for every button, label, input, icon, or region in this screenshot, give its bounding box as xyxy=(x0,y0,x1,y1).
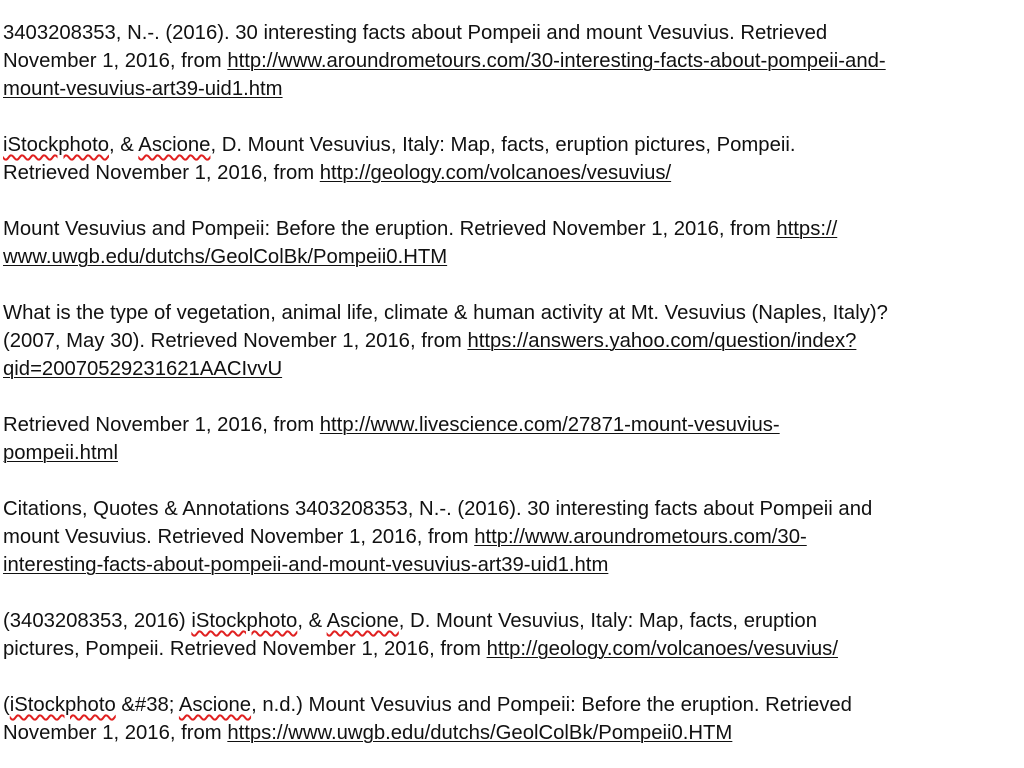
misspelled-word[interactable]: Ascione xyxy=(326,610,399,632)
citation-paragraph xyxy=(3,131,1024,187)
citation-text: What is the type of vegetation, animal life, climate & human activity at Mt. Vesuvius (Naples, Italy)? xyxy=(3,302,888,324)
citation-link[interactable]: mount-vesuvius-art39-uid1.htm xyxy=(3,78,283,100)
citation-text: ( xyxy=(3,694,10,716)
citation-line xyxy=(3,19,1024,47)
citation-paragraph xyxy=(3,299,1024,383)
citation-text: , D. Mount Vesuvius, Italy: Map, facts, eruption xyxy=(398,610,817,632)
citation-text: November 1, 2016, from xyxy=(3,722,228,744)
citation-text: pictures, Pompeii. Retrieved November 1, 2016, from xyxy=(3,638,487,660)
citation-text: Mount Vesuvius and Pompeii: Before the eruption. Retrieved November 1, 2016, from xyxy=(3,218,777,240)
citation-line xyxy=(3,719,1024,747)
misspelled-word[interactable]: iStockphoto xyxy=(9,694,116,716)
citation-line xyxy=(3,523,1024,551)
citation-link[interactable]: qid=20070529231621AACIvvU xyxy=(3,358,283,380)
citation-text: , D. Mount Vesuvius, Italy: Map, facts, eruption pictures, Pompeii. xyxy=(210,134,796,156)
citation-page xyxy=(3,19,1024,747)
paragraph-spacer xyxy=(3,663,1024,691)
citation-text: , & xyxy=(297,610,327,632)
citation-link[interactable]: https:// xyxy=(776,218,838,240)
citation-paragraph xyxy=(3,19,1024,103)
paragraph-spacer xyxy=(3,271,1024,299)
citation-text: (2007, May 30). Retrieved November 1, 2016, from xyxy=(3,330,468,352)
citation-line xyxy=(3,495,1024,523)
citation-line xyxy=(3,75,1024,103)
citation-link[interactable]: http://geology.com/volcanoes/vesuvius/ xyxy=(486,638,838,660)
citation-link[interactable]: http://www.aroundrometours.com/30-interesting-facts-about-pompeii-and- xyxy=(227,50,886,72)
citation-text: Citations, Quotes & Annotations 3403208353, N.-. (2016). 30 interesting facts about Pompeii and xyxy=(3,498,873,520)
citation-line xyxy=(3,131,1024,159)
citation-paragraph xyxy=(3,495,1024,579)
citation-paragraph xyxy=(3,607,1024,663)
citation-line xyxy=(3,215,1024,243)
citation-text: , n.d.) Mount Vesuvius and Pompeii: Before the eruption. Retrieved xyxy=(251,694,852,716)
citation-text: &#38; xyxy=(115,694,179,716)
misspelled-word[interactable]: iStockphoto xyxy=(191,610,298,632)
misspelled-word[interactable]: Ascione xyxy=(138,134,211,156)
citation-text: (3403208353, 2016) xyxy=(3,610,192,632)
citation-text: 3403208353, N.-. (2016). 30 interesting facts about Pompeii and mount Vesuvius. Retrieved xyxy=(3,22,828,44)
misspelled-word[interactable]: iStockphoto xyxy=(3,134,109,156)
paragraph-spacer xyxy=(3,579,1024,607)
citation-text: , & xyxy=(108,134,139,156)
citation-text: Retrieved November 1, 2016, from xyxy=(3,162,320,184)
citation-text: Retrieved November 1, 2016, from xyxy=(3,414,320,436)
citation-link[interactable]: https://answers.yahoo.com/question/index? xyxy=(467,330,857,352)
citation-line xyxy=(3,691,1024,719)
paragraph-spacer xyxy=(3,103,1024,131)
citation-line xyxy=(3,635,1024,663)
citation-line xyxy=(3,607,1024,635)
citation-text: November 1, 2016, from xyxy=(3,50,228,72)
paragraph-spacer xyxy=(3,467,1024,495)
citation-line xyxy=(3,439,1024,467)
citation-paragraph xyxy=(3,691,1024,747)
citation-text: mount Vesuvius. Retrieved November 1, 2016, from xyxy=(3,526,475,548)
citation-link[interactable]: www.uwgb.edu/dutchs/GeolColBk/Pompeii0.HTM xyxy=(3,246,448,268)
citation-line xyxy=(3,551,1024,579)
citation-line xyxy=(3,47,1024,75)
citation-line xyxy=(3,299,1024,327)
citation-line xyxy=(3,327,1024,355)
paragraph-spacer xyxy=(3,187,1024,215)
citation-link[interactable]: pompeii.html xyxy=(3,442,118,464)
citation-line xyxy=(3,411,1024,439)
citation-paragraph xyxy=(3,215,1024,271)
citation-line xyxy=(3,243,1024,271)
citation-link[interactable]: http://www.aroundrometours.com/30- xyxy=(474,526,807,548)
misspelled-word[interactable]: Ascione xyxy=(178,694,252,716)
citation-link[interactable]: https://www.uwgb.edu/dutchs/GeolColBk/Pompeii0.HTM xyxy=(227,722,733,744)
citation-line xyxy=(3,355,1024,383)
citation-link[interactable]: interesting-facts-about-pompeii-and-mount-vesuvius-art39-uid1.htm xyxy=(3,554,609,576)
citation-line xyxy=(3,159,1024,187)
paragraph-spacer xyxy=(3,383,1024,411)
citation-link[interactable]: http://www.livescience.com/27871-mount-vesuvius- xyxy=(319,414,780,436)
citation-paragraph xyxy=(3,411,1024,467)
citation-link[interactable]: http://geology.com/volcanoes/vesuvius/ xyxy=(319,162,672,184)
